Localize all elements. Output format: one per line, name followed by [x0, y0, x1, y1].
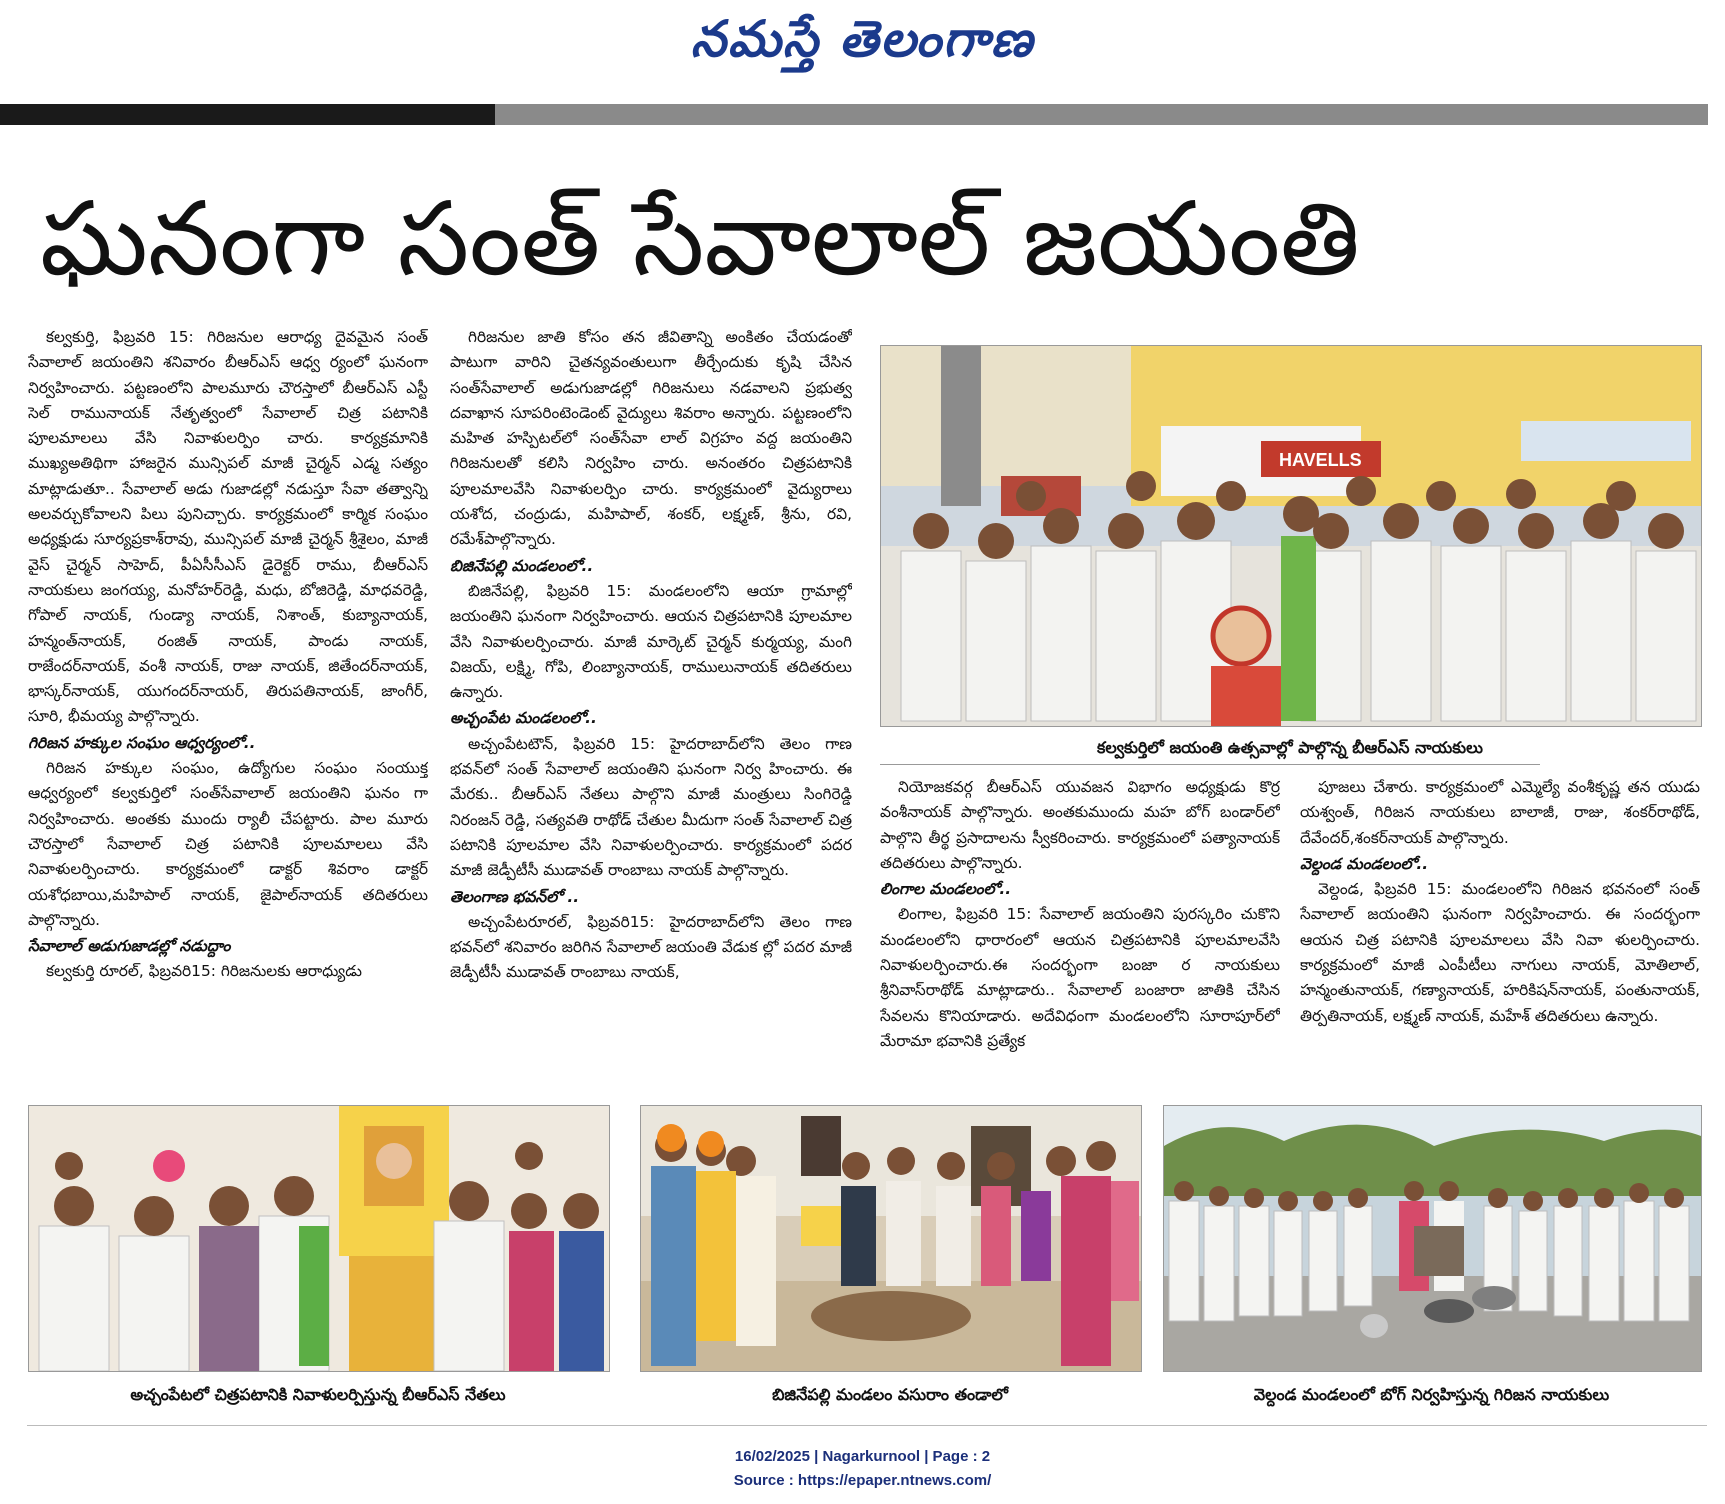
- subheading: అచ్చంపేట మండలంలో..: [450, 709, 597, 728]
- header-bar-grey: [495, 104, 1708, 125]
- subheading: వెల్దండ మండలంలో..: [1300, 854, 1429, 873]
- subheading: తెలంగాణ భవన్‌లో ..: [450, 887, 580, 906]
- subheading: సేవాలాల్ అడుగుజాడల్లో నడుద్దాం: [28, 937, 231, 956]
- newspaper-logo: నమస్తే తెలంగాణ: [690, 10, 1035, 68]
- header-bar-dark: [0, 104, 495, 125]
- subheading: బిజినేపల్లి మండలంలో..: [450, 556, 594, 575]
- paragraph: నియోజకవర్గ బీఆర్ఎస్ యువజన విభాగం అధ్యక్షుడు కొర్ర వంశీనాయక్ పాల్గొన్నారు. అంతకుముందు మహ బోగ్ బండార్‌లో పాల్గొని తీర్థ ప్రసాదాలను స్వీకరించారు. కార్యక్రమంలో పత్యానాయక్ తదితరులు పాల్గొన్నారు.: [880, 778, 1280, 872]
- paragraph: లింగాల, ఫిబ్రవరి 15: సేవాలాల్ జయంతిని పురస్కరిం చుకొని మండలంలోని ధారారంలో ఆయన చిత్రపటానికి పూలమాలవేసి నివాళులర్పించారు.ఈ సందర్భంగా బంజా ర నాయకులు శ్రీనివాస్‌రాథోడ్ మాట్లాడారు.. సేవాలాల్ బంజారా జాతికి చేసిన సేవలను కొనియాడారు. అదేవిధంగా మండలంలోని సూరాపూర్‌లో మేరామా భవానికి ప్రత్యేక: [880, 905, 1280, 1050]
- article-column-4: [1300, 775, 1700, 1095]
- article-column-1: [28, 325, 428, 1095]
- footer-rule: [27, 1425, 1707, 1426]
- paragraph: అచ్చంపేటరూరల్, ఫిబ్రవరి15: హైదరాబాద్‌లోని తెలం గాణ భవన్‌లో శనివారం జరిగిన సేవాలాల్ జయంతి వేడుక ల్లో పదర మాజీ జెడ్పీటీసీ ముడావత్ రాంబాబు నాయక్,: [450, 912, 852, 982]
- photo-veldanda-bhog: [1163, 1105, 1702, 1372]
- caption-rule: [880, 764, 1540, 765]
- headline: ఘనంగా సంత్ సేవాలాల్ జయంతి: [40, 180, 1360, 299]
- photo-achampet-tribute: [28, 1105, 610, 1372]
- footer-source-link[interactable]: Source : https://epaper.ntnews.com/: [733, 1472, 992, 1489]
- photo-caption-2: బిజినేపల్లి మండలం వసురాం తండాలో: [772, 1385, 1008, 1404]
- paragraph: కల్వకుర్తి రూరల్, ఫిబ్రవరి15: గిరిజనులకు ఆరాధ్యుడు: [46, 962, 362, 981]
- paragraph: కల్వకుర్తి, ఫిబ్రవరి 15: గిరిజనుల ఆరాధ్య దైవమైన సంత్ సేవాలాల్ జయంతిని శనివారం బీఆర్ఎస్ ఆధ్వ ర్యంలో ఘనంగా నిర్వహించారు. పట్టణంలోని పాలమూరు చౌరస్తాలో బీఆర్ఎస్ ఎస్టీ సెల్ రామునాయక్ నేతృత్వంలో సేవాలాల్ చిత్ర పటానికి పూలమాలలు వేసి నివాళులర్పిం చారు. కార్యక్రమానికి ముఖ్యఅతిథిగా హాజరైన మున్సిపల్ మాజీ చైర్మన్ ఎడ్మ సత్యం మాట్లాడుతూ.. సేవాలాల్ అడు గుజాడల్లో నడుస్తూ సేవా తత్వాన్ని అలవర్చుకోవాలని పిలు పునిచ్చారు. కార్యక్రమంలో కార్మిక సంఘం అధ్యక్షుడు సూర్యప్రకాశ్‌రావు, మున్సిపల్ మాజీ చైర్మన్ శ్రీశైలం, మాజీ వైస్ చైర్మన్ సాహెద్, పీఏసీసీఎస్ డైరెక్టర్ రాము, బీఆర్ఎస్ నాయకులు జంగయ్య, మనోహర్‌రెడ్డి, మధు, బోజిరెడ్డి, మాధవరెడ్డి, గోపాల్ నాయక్, గుండ్యా నాయక్, నిశాంత్, కుబ్యానాయక్, హన్మంత్‌నాయక్, రంజిత్ నాయక్, పాండు నాయక్, రాజేందర్‌నాయక్, వంశీ నాయక్, రాజు నాయక్, జితేందర్‌నాయక్, భాస్కర్‌నాయక్, యుగందర్‌నాయర్, తిరుపతినాయక్, జాంగీర్, సూరి, భీమయ్య పాల్గొన్నారు.: [28, 328, 428, 726]
- photo-caption-3: వెల్దండ మండలంలో బోగ్ నిర్వహిస్తున్న గిరిజన నాయకులు: [1253, 1385, 1610, 1404]
- photo-kalwakurthi-leaders: [880, 345, 1702, 727]
- article-column-3: [880, 775, 1280, 1095]
- subheading: గిరిజన హక్కుల సంఘం ఆధ్వర్యంలో..: [28, 733, 256, 752]
- subheading: లింగాల మండలంలో..: [880, 880, 1012, 899]
- paragraph: అచ్చంపేటటౌన్, ఫిబ్రవరి 15: హైదరాబాద్‌లోని తెలం గాణ భవన్‌లో సంత్ సేవాలాల్ జయంతిని ఘనంగా నిర్వ హించారు. ఈ మేరకు.. బీఆర్ఎస్ నేతలు పాల్గొని మాజీ మంత్రులు సింగిరెడ్డి నిరంజన్ రెడ్డి, సత్యవతి రాథోడ్ చేతుల మీదుగా సంత్ సేవాలాల్ చిత్ర పటానికి పూలమాల వేసి నివాళులర్పించారు. కార్యక్రమంలో పదర మాజీ జెడ్పీటీసీ ముడావత్ రాంబాబు నాయక్ పాల్గొన్నారు.: [450, 734, 852, 880]
- paragraph: గిరిజన హక్కుల సంఘం, ఉద్యోగుల సంఘం సంయుక్త ఆధ్వర్యంలో కల్వకుర్తిలో సంత్‌సేవాలాల్ జయంతిని ఘనం గా నిర్వహించారు. అంతకు ముందు ర్యాలీ చేపట్టారు. పాల మూరు చౌరస్తాలో సేవాలాల్ చిత్ర పటానికి పూలమాలలు వేసి నివాళులర్పించారు. కార్యక్రమంలో డాక్టర్ శివరాం డాక్టర్ యశోధబాయి,మహిపాల్ నాయక్, జైపాల్‌నాయక్ తదితరులు పాల్గొన్నారు.: [28, 759, 428, 929]
- havells-sign-text: HAVELLS: [1279, 450, 1362, 470]
- masthead: [0, 0, 1725, 100]
- paragraph: గిరిజనుల జాతి కోసం తన జీవితాన్ని అంకితం చేయడంతో పాటుగా వారిని చైతన్యవంతులుగా తీర్చేందుకు కృషి చేసిన సంత్‌సేవాలాల్ అడుగుజాడల్లో గిరిజనులు నడవాలని ప్రభుత్వ దవాఖాన సూపరింటెండెంట్ వైద్యులు శివరాం అన్నారు. పట్టణంలోని మహిత హస్పిటల్‌లో సంత్‌సేవా లాల్ విగ్రహం వద్ద జయంతిని గిరిజనులతో కలిసి నిర్వహిం చారు. అనంతరం చిత్రపటానికి పూలమాలవేసి నివాళులర్పిం చారు. కార్యక్రమంలో వైద్యురాలు యశోద, చంద్రుడు, మహిపాల్, శంకర్, లక్ష్మణ్, శ్రీను, రవి, రమేశ్‌పాల్గొన్నారు.: [450, 328, 852, 549]
- paragraph: బిజినేపల్లి, ఫిబ్రవరి 15: మండలంలోని ఆయా గ్రామాల్లో జయంతిని ఘనంగా నిర్వహించారు. ఆయన చిత్రపటానికి పూలమాల వేసి నివాళులర్పించారు. మాజీ మార్కెట్ చైర్మన్ కుర్మయ్య, మంగి విజయ్, లక్ష్మి, గోపి, లింబ్యానాయక్, రాములునాయక్ తదితరులు ఉన్నారు.: [450, 581, 852, 702]
- article-column-2: [450, 325, 852, 1095]
- photo-bijinapally-thanda: [640, 1105, 1142, 1372]
- footer-date-edition: 16/02/2025 | Nagarkurnool | Page : 2: [734, 1448, 991, 1465]
- photo-caption-1: అచ్చంపేటలో చిత్రపటానికి నివాళులర్పిస్తున్న బీఆర్ఎస్ నేతలు: [130, 1385, 506, 1404]
- paragraph: వెల్దండ, ఫిబ్రవరి 15: మండలంలోని గిరిజన భవనంలో సంత్ సేవాలాల్ జయంతిని ఘనంగా నిర్వహించారు. ఈ సందర్భంగా ఆయన చిత్ర పటానికి పూలమాలలు వేసి నివా ళులర్పించారు. కార్యక్రమంలో మాజీ ఎంపీటీలు నాగులు నాయక్, మోతిలాల్, హన్మంతునాయక్, గణ్యానాయక్, హరికిషన్‌నాయక్, పంతునాయక్, తిర్పతినాయక్, లక్ష్మణ్ నాయక్, మహేశ్ తదితరులు ఉన్నారు.: [1300, 880, 1700, 1025]
- paragraph: పూజలు చేశారు. కార్యక్రమంలో ఎమ్మెల్యే వంశీకృష్ణ తన యుడు యశ్వంత్, గిరిజన నాయకులు బాలాజీ, రాజు, శంకర్‌రాథోడ్, దేవేందర్,శంకర్‌నాయక్ పాల్గొన్నారు.: [1300, 778, 1700, 847]
- photo-caption-main: కల్వకుర్తిలో జయంతి ఉత్సవాల్లో పాల్గొన్న బీఆర్ఎస్ నాయకులు: [1097, 738, 1483, 757]
